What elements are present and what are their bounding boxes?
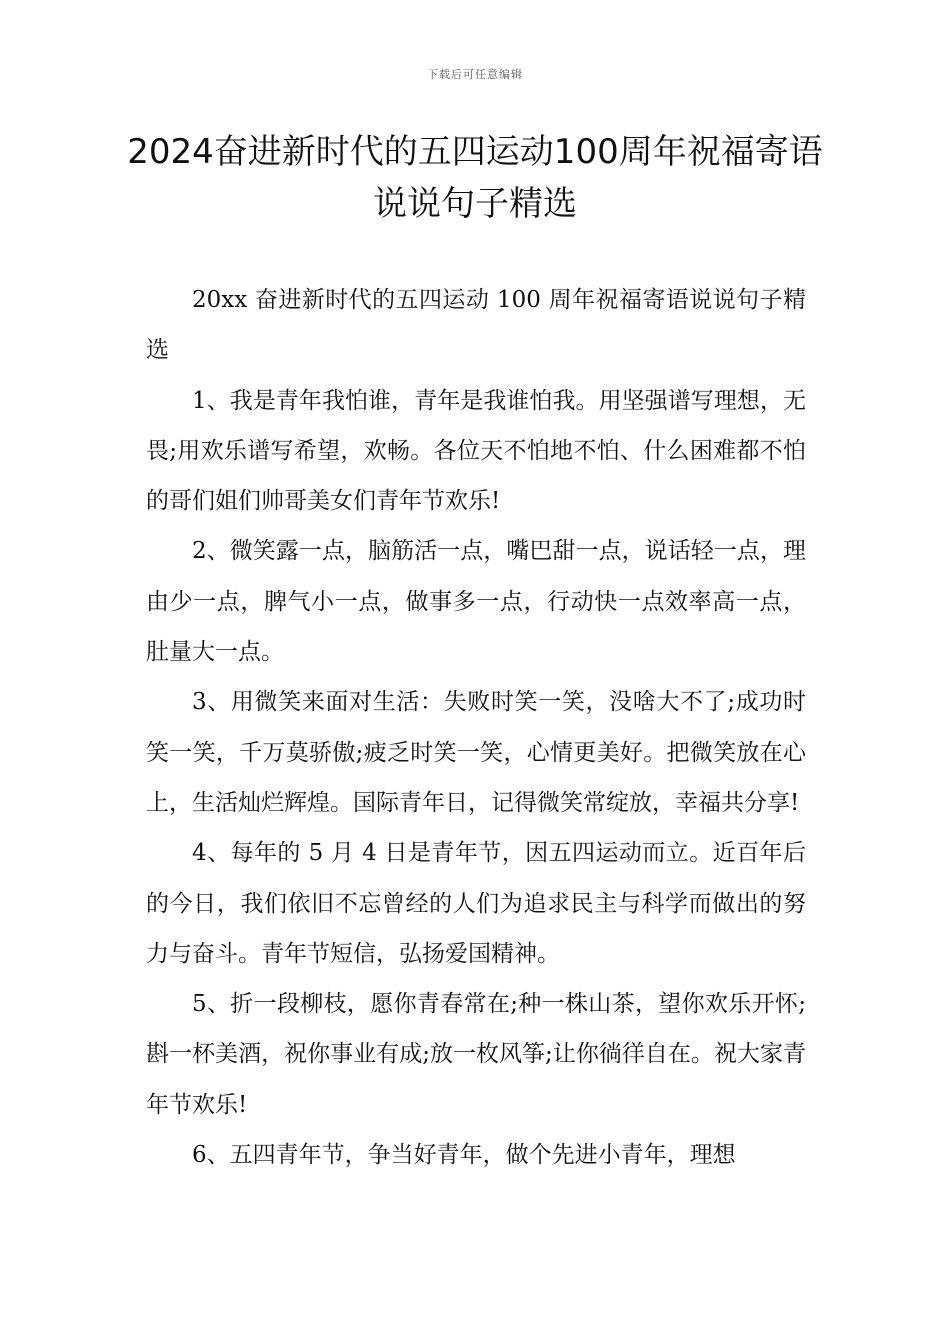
intro-paragraph: 20xx 奋进新时代的五四运动 100 周年祝福寄语说说句子精选 [146,287,806,364]
paragraph-4: 4、每年的 5 月 4 日是青年节，因五四运动而立。近百年后的今日，我们依旧不忘曾经的人们为追求民主与科学而做出的努力与奋斗。青年节短信，弘扬爱国精神。 [146,840,806,967]
document-title: 2024奋进新时代的五四运动100周年祝福寄语说说句子精选 [127,132,823,224]
paragraph-2: 2、微笑露一点，脑筋活一点，嘴巴甜一点，说话轻一点，理由少一点，脾气小一点，做事多一点，行动快一点效率高一点，肚量大一点。 [146,538,806,666]
document-body [146,275,806,1180]
header-note: 下载后可任意编辑 [427,68,523,81]
paragraph-1: 1、我是青年我怕谁，青年是我谁怕我。用坚强谱写理想，无畏;用欢乐谱写希望，欢畅。各位天不怕地不怕、什么困难都不怕的哥们姐们帅哥美女们青年节欢乐! [146,387,806,515]
paragraph-5: 5、折一段柳枝，愿你青春常在;种一株山茶，望你欢乐开怀;斟一杯美酒，祝你事业有成;放一枚风筝;让你徜徉自在。祝大家青年节欢乐! [146,991,806,1118]
paragraph-6: 6、五四青年节，争当好青年，做个先进小青年，理想 [192,1142,736,1169]
paragraph-3: 3、用微笑来面对生活：失败时笑一笑，没啥大不了;成功时笑一笑，千万莫骄傲;疲乏时笑一笑，心情更美好。把微笑放在心上，生活灿烂辉煌。国际青年日，记得微笑常绽放，幸福共分享! [146,689,806,816]
